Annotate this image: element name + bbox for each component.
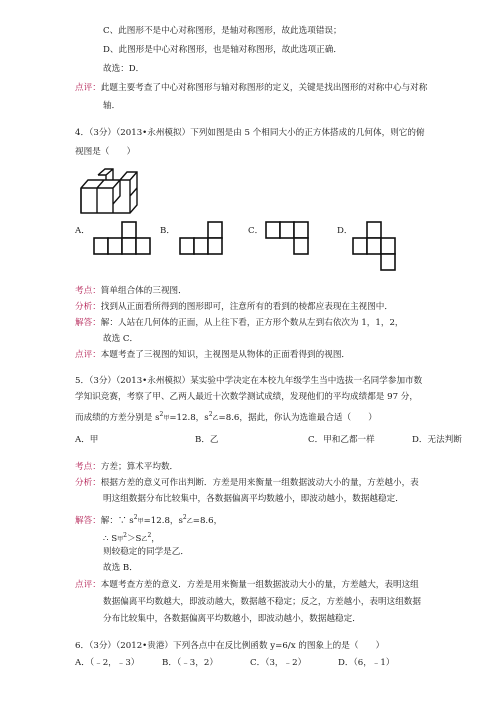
q4-stem: 4．（3分）（2013•永州模拟）下列如图是由 5 个相同大小的正方体搭成的几何体，则它的俯 xyxy=(75,128,425,138)
q5-solution-conclusion: 则较稳定的同学是乙． xyxy=(103,547,189,557)
q5-stem-text-a: 而成绩的方差分别是 s xyxy=(75,413,160,423)
q4-option-b-figure xyxy=(178,220,230,260)
q4-option-c-label: C． xyxy=(248,226,264,236)
q4-point xyxy=(75,286,187,297)
q4-option-c-figure xyxy=(264,220,316,260)
q4-analysis-text: 找到从正面看所得到的图形即可，注意所有的看到的棱都应表现在主视图中． xyxy=(100,302,393,312)
q5-solution-text-b: =12.8，s xyxy=(143,516,183,526)
solution-tag: 解答： xyxy=(75,318,101,328)
analysis-tag: 分析： xyxy=(75,302,101,312)
subscript-jia: 甲 xyxy=(163,415,170,422)
analysis-tag: 分析： xyxy=(75,478,101,488)
q5-option-d: D．无法判断 xyxy=(412,435,462,445)
q4-option-d-figure xyxy=(351,220,403,276)
q4-option-a-figure xyxy=(92,220,154,260)
q4-analysis xyxy=(75,302,393,313)
superscript-2: 2 xyxy=(208,411,213,418)
q3-comment-text: 此题主要考查了中心对称图形与轴对称图形的定义，关键是找出图形的对称中心与对称 xyxy=(100,83,428,93)
q3-comment-continued: 轴． xyxy=(103,101,121,111)
subscript-jia: 甲 xyxy=(137,518,144,525)
q5-solution xyxy=(75,512,222,527)
q5-solution-compare xyxy=(103,530,160,545)
q6-option-a: A．（﹣2，﹣3） xyxy=(75,658,140,668)
q5-compare-text-b: ＞S xyxy=(126,534,142,544)
q3-option-c-analysis: C、此图形不是中心对称图形，是轴对称图形，故此选项错误； xyxy=(103,26,342,36)
q5-solution-text-c: =8.6， xyxy=(192,516,223,526)
q3-answer: 故选：D． xyxy=(103,64,145,74)
q4-comment-text: 本题考查了三视图的知识，主视图是从物体的正面看得到的视图． xyxy=(100,350,351,360)
q5-compare-text-a: ∴ S xyxy=(103,534,118,544)
subscript-yi: 乙 xyxy=(186,518,193,525)
q5-stem-text-b: =12.8，s xyxy=(169,413,209,423)
subscript-yi: 乙 xyxy=(141,536,148,543)
q5-comment-line-2: 数据偏离平均数越大，即波动越大，数据越不稳定；反之，方差越小，表明这组数据 xyxy=(103,597,421,607)
q5-option-b: B．乙 xyxy=(195,435,219,445)
q6-option-b: B．（﹣3，2） xyxy=(162,658,218,668)
q5-analysis-continued: 明这组数据分布比较集中，各数据偏离平均数越小，即波动越小，数据越稳定． xyxy=(103,494,404,504)
q5-solution-answer: 故选 B． xyxy=(103,563,138,573)
q5-comment-line-3: 分布比较集中，各数据偏离平均数越小，即波动越小，数据越稳定． xyxy=(103,614,361,624)
q5-option-a: A．甲 xyxy=(75,435,99,445)
subscript-jia: 甲 xyxy=(117,536,124,543)
q5-analysis-text: 根据方差的意义可作出判断．方差是用来衡量一组数据波动大小的量，方差越小，表 xyxy=(100,478,419,488)
q5-compare-text-c: ， xyxy=(151,534,160,544)
q6-option-d: D．（6，﹣1） xyxy=(338,658,395,668)
comment-tag: 点评： xyxy=(75,350,101,360)
superscript-2: 2 xyxy=(182,514,187,521)
q4-solution-answer: 故选 C． xyxy=(103,334,139,344)
q4-solution xyxy=(75,318,404,329)
comment-tag: 点评： xyxy=(75,83,101,93)
q5-point xyxy=(75,462,178,473)
q4-option-d-label: D． xyxy=(337,226,353,236)
superscript-2: 2 xyxy=(159,411,164,418)
q4-comment xyxy=(75,350,350,361)
q5-stem-text-c: =8.6，据此，你认为选谁最合适（ ） xyxy=(218,413,377,423)
comment-tag: 点评： xyxy=(75,580,101,590)
q5-comment-text: 本题考查方差的意义．方差是用来衡量一组数据波动大小的量，方差越大，表明这组 xyxy=(100,580,419,590)
q4-solution-text: 解：人站在几何体的正面，从上往下看，正方形个数从左到右依次为 1，1，2， xyxy=(100,318,404,328)
point-tag: 考点： xyxy=(75,462,101,472)
solution-tag: 解答： xyxy=(75,516,101,526)
q3-option-d-analysis: D、此图形是中心对称图形，也是轴对称图形，故此选项正确． xyxy=(103,45,342,55)
q6-stem: 6．（3分）（2012•贵港）下列各点中在反比例函数 y=6/x 的图象上的是（ ） xyxy=(75,641,385,651)
q5-option-c: C．甲和乙都一样 xyxy=(308,435,375,445)
q5-point-text: 方差；算术平均数． xyxy=(100,462,179,472)
q4-solid-figure xyxy=(78,166,140,218)
q4-option-a-label: A． xyxy=(75,226,90,236)
q6-option-c: C．（3，﹣2） xyxy=(250,658,307,668)
q5-comment xyxy=(75,580,419,591)
q5-solution-text-a: 解：∵ s xyxy=(100,516,134,526)
q5-stem-line-3 xyxy=(75,409,377,424)
q5-analysis xyxy=(75,478,419,489)
q4-stem-continued: 视图是（ ） xyxy=(75,147,136,157)
superscript-2: 2 xyxy=(123,532,127,539)
q4-point-text: 简单组合体的三视图． xyxy=(100,286,187,296)
point-tag: 考点： xyxy=(75,286,101,296)
superscript-2: 2 xyxy=(133,514,138,521)
q5-stem-line-2: 学知识竞赛，考察了甲、乙两人最近十次数学测试成绩，发现他们的平均成绩都是 97 分， xyxy=(75,392,418,402)
subscript-yi: 乙 xyxy=(212,415,219,422)
q5-stem: 5．（3分）（2013•永州模拟）某实验中学决定在本校九年级学生当中选拔一名同学参加市数 xyxy=(75,376,423,386)
superscript-2: 2 xyxy=(147,532,152,539)
q4-option-b-label: B． xyxy=(160,226,175,236)
q3-comment xyxy=(75,83,427,94)
